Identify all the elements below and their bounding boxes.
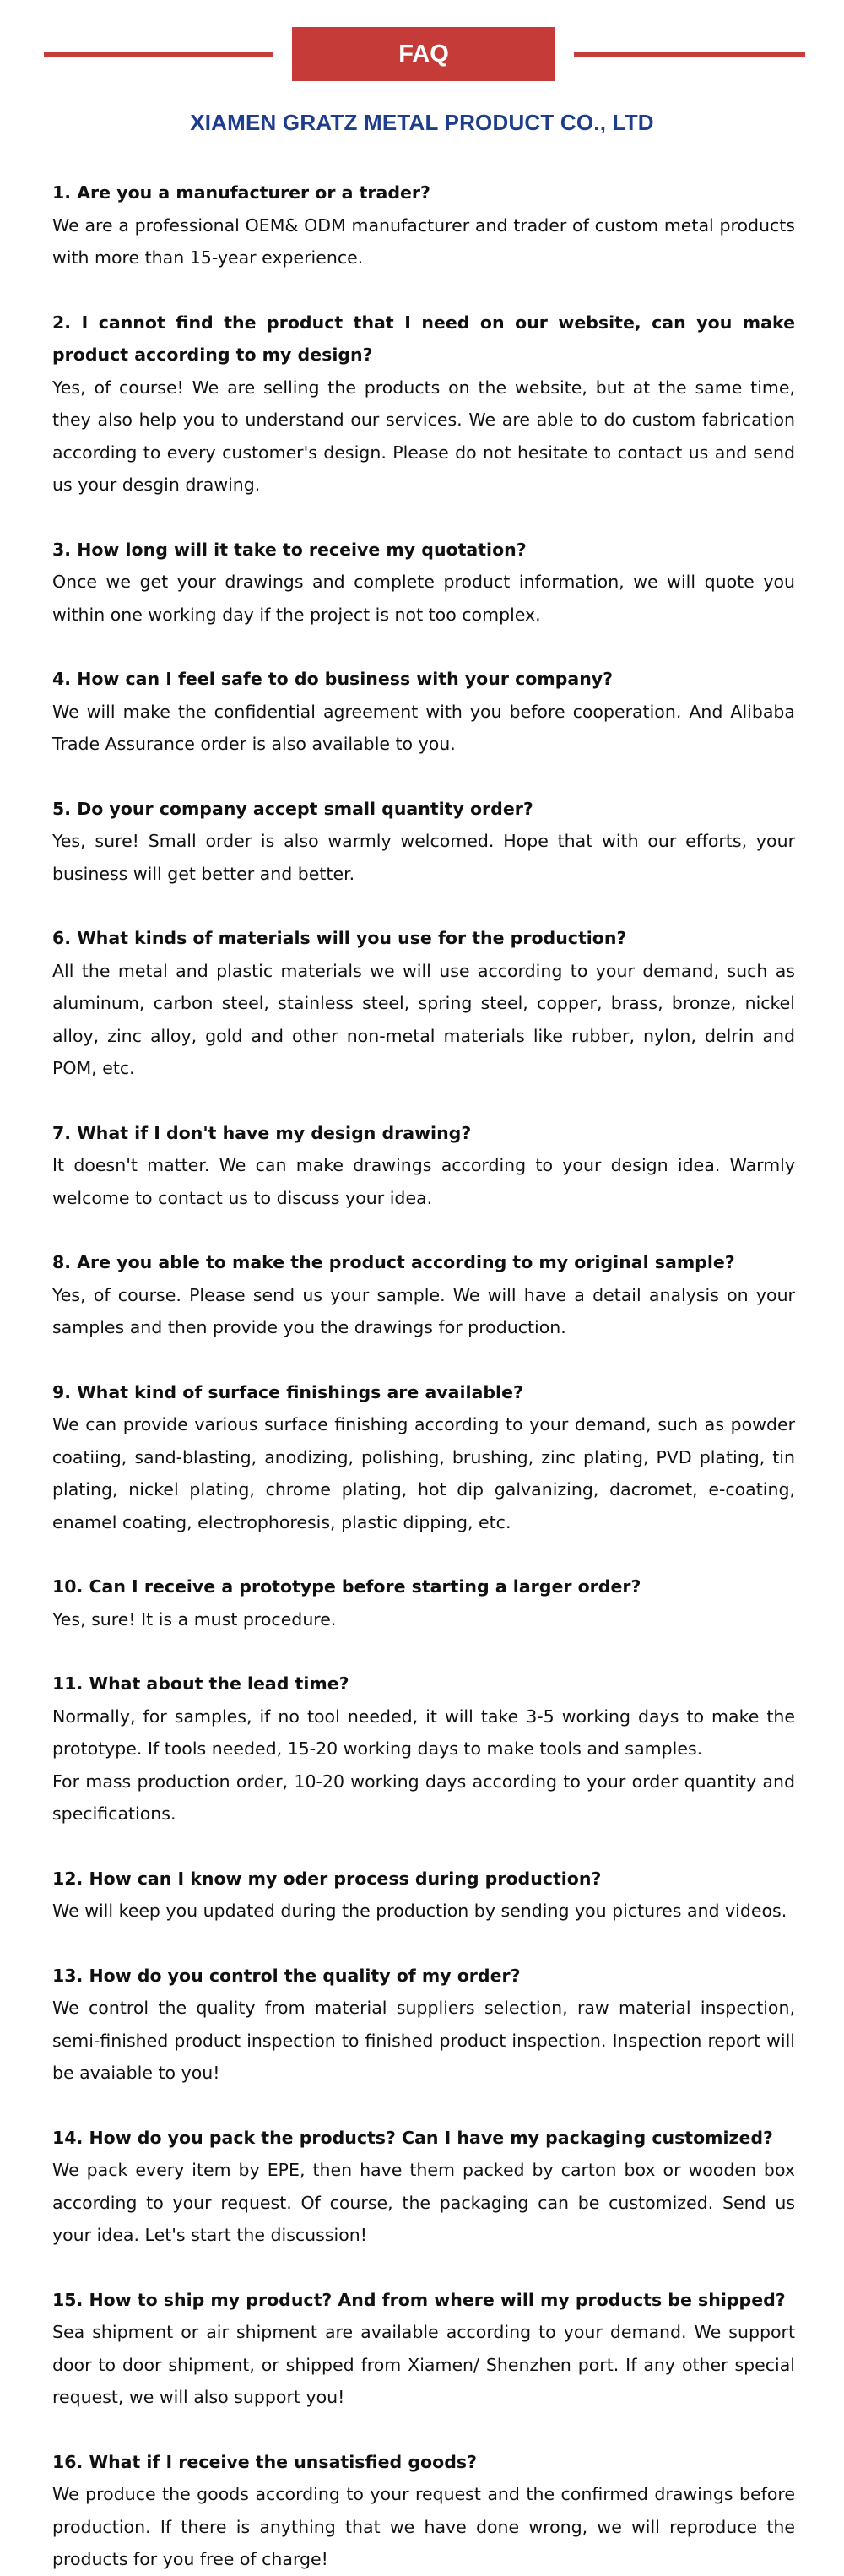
faq-answer: Yes, of course! We are selling the products on the website, but at the same time, they also help you to understand our services. We are able to do custom fabrication according to every customer's design. Please do not hesitate to contact us and send us your desgin drawing. bbox=[52, 377, 795, 495]
faq-header bbox=[0, 0, 844, 84]
faq-answer: It doesn't matter. We can make drawings according to your design idea. Warmly welcome to contact us to discuss your idea. bbox=[52, 1155, 795, 1208]
faq-item bbox=[52, 1668, 795, 1830]
faq-answer: We will make the confidential agreement with you before cooperation. And Alibaba Trade Assurance order is also available to you. bbox=[52, 701, 795, 754]
faq-question: 2. I cannot find the product that I need on our website, can you make product according to my design? bbox=[52, 312, 795, 365]
faq-question: 8. Are you able to make the product according to my original sample? bbox=[52, 1252, 735, 1272]
faq-question: 6. What kinds of materials will you use for the production? bbox=[52, 928, 627, 948]
faq-list bbox=[0, 176, 844, 2576]
faq-item bbox=[52, 1863, 795, 1928]
faq-question: 10. Can I receive a prototype before starting a larger order? bbox=[52, 1576, 641, 1597]
faq-answer: We are a professional OEM& ODM manufacturer and trader of custom metal products with more than 15-year experience. bbox=[52, 214, 795, 268]
faq-title-badge: FAQ bbox=[292, 27, 555, 81]
faq-question: 11. What about the lead time? bbox=[52, 1673, 349, 1694]
header-divider-left bbox=[44, 52, 273, 57]
faq-answer: We produce the goods according to your request and the confirmed drawings before production. If there is anything that we have done wrong, we will reproduce the products for you free of charge! bbox=[52, 2484, 795, 2569]
faq-answer: All the metal and plastic materials we will use according to your demand, such as aluminum, carbon steel, stainless steel, spring steel, copper, brass, bronze, nickel alloy, zinc alloy, gold and other non-metal materials like rubber, nylon, delrin and POM, etc. bbox=[52, 960, 795, 1078]
faq-question: 12. How can I know my oder process during production? bbox=[52, 1868, 602, 1889]
faq-item bbox=[52, 2446, 795, 2576]
faq-item bbox=[52, 922, 795, 1085]
faq-item bbox=[52, 534, 795, 632]
company-name: XIAMEN GRATZ METAL PRODUCT CO., LTD bbox=[190, 110, 654, 135]
faq-question: 16. What if I receive the unsatisfied goods? bbox=[52, 2451, 477, 2472]
faq-answer: Sea shipment or air shipment are available according to your demand. We support door to door shipment, or shipped from Xiamen/ Shenzhen port. If any other special request, we will also support you! bbox=[52, 2322, 795, 2407]
faq-answer: Once we get your drawings and complete product information, we will quote you within one working day if the project is not too complex. bbox=[52, 572, 795, 625]
faq-question: 9. What kind of surface finishings are available? bbox=[52, 1381, 523, 1402]
faq-item bbox=[52, 2122, 795, 2252]
faq-question: 5. Do your company accept small quantity order? bbox=[52, 798, 533, 819]
faq-question: 1. Are you a manufacturer or a trader? bbox=[52, 182, 430, 203]
faq-answer: Yes, sure! Small order is also warmly welcomed. Hope that with our efforts, your business will get better and better. bbox=[52, 831, 795, 884]
faq-answer: Normally, for samples, if no tool needed, it will take 3-5 working days to make the prototype. If tools needed, 15-20 working days to make tools and samples. bbox=[52, 1706, 795, 1759]
faq-item bbox=[52, 1117, 795, 1215]
faq-answer: For mass production order, 10-20 working days according to your order quantity and specifications. bbox=[52, 1771, 795, 1824]
faq-item bbox=[52, 663, 795, 761]
faq-item bbox=[52, 1246, 795, 1344]
faq-question: 14. How do you pack the products? Can I have my packaging customized? bbox=[52, 2127, 773, 2148]
faq-question: 13. How do you control the quality of my order? bbox=[52, 1965, 521, 1986]
faq-item bbox=[52, 1960, 795, 2090]
faq-item bbox=[52, 176, 795, 274]
faq-answer: Yes, of course. Please send us your sample. We will have a detail analysis on your samples and then provide you the drawings for production. bbox=[52, 1284, 795, 1337]
faq-question: 3. How long will it take to receive my quotation? bbox=[52, 539, 527, 560]
faq-question: 4. How can I feel safe to do business with your company? bbox=[52, 669, 614, 689]
faq-answer: We can provide various surface finishing according to your demand, such as powder coatiing, sand-blasting, anodizing, polishing, brushing, zinc plating, PVD plating, tin plating, nickel plating, chrome plating, hot dip galvanizing, dacromet, e-coating, enamel coating, electrophoresis, plastic dipping, etc. bbox=[52, 1414, 795, 1532]
faq-item bbox=[52, 306, 795, 502]
faq-question: 7. What if I don't have my design drawing? bbox=[52, 1122, 472, 1143]
faq-question: 15. How to ship my product? And from where will my products be shipped? bbox=[52, 2289, 786, 2310]
faq-item bbox=[52, 2284, 795, 2414]
faq-item bbox=[52, 1570, 795, 1635]
faq-answer: We will keep you updated during the production by sending you pictures and videos. bbox=[52, 1901, 787, 1921]
faq-item bbox=[52, 1376, 795, 1539]
faq-answer: We pack every item by EPE, then have them packed by carton box or wooden box according to your request. Of course, the packaging can be customized. Send us your idea. Let's start the discussion! bbox=[52, 2160, 795, 2245]
faq-answer: We control the quality from material suppliers selection, raw material inspection, semi-finished product inspection to finished product inspection. Inspection report will be avaiable to you! bbox=[52, 1998, 795, 2083]
header-divider-right bbox=[574, 52, 805, 57]
faq-item bbox=[52, 793, 795, 891]
faq-answer: Yes, sure! It is a must procedure. bbox=[52, 1608, 337, 1630]
